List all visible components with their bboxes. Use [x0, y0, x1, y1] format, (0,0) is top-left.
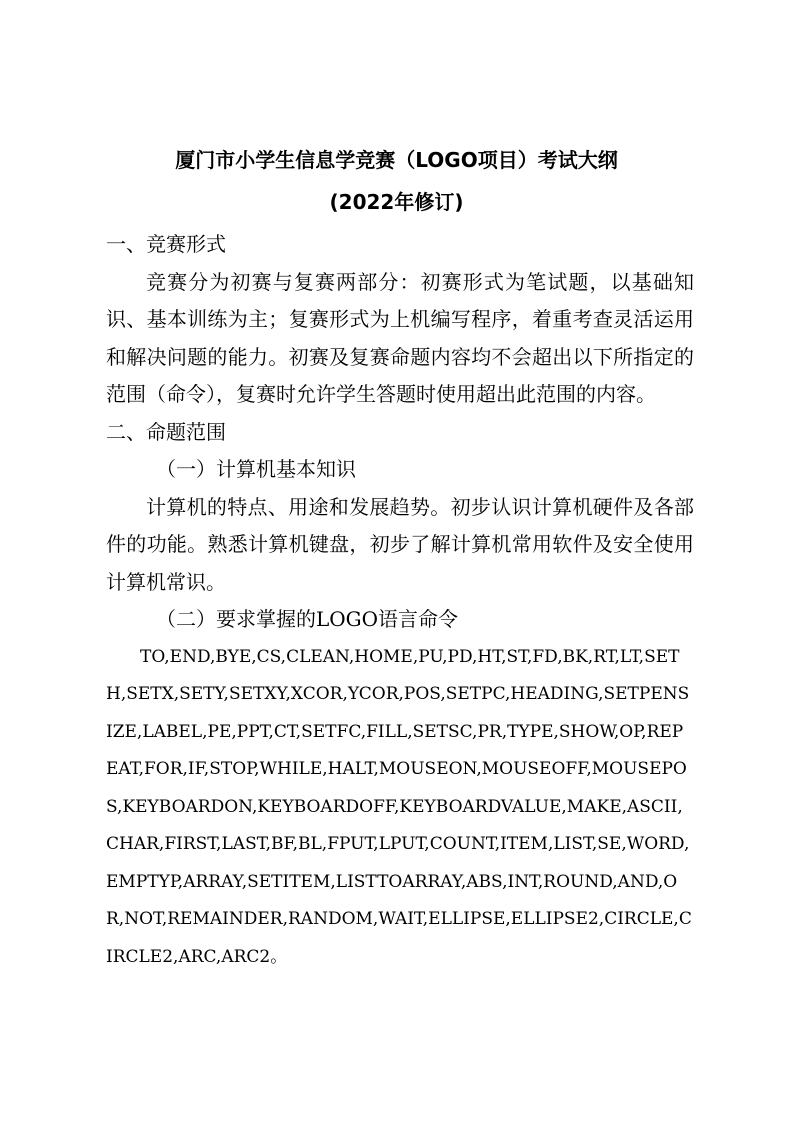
- section-heading-2: 二、命题范围: [106, 419, 226, 444]
- logo-command-list: TO,END,BYE,CS,CLEAN,HOME,PU,PD,HT,ST,FD,BK,RT,LT,SETH,SETX,SETY,SETXY,XCOR,YCOR,POS,SETPC,HEADING,SETPENSIZE,LABEL,PE,PPT,CT,SETFC,FILL,SETSC,PR,TYPE,SHOW,OP,REPEAT,FOR,IF,STOP,WHILE,HALT,MOUSEON,MOUSEOFF,MOUSEPOS,KEYBOARDON,KEYBOARDOFF,KEYBOARDVALUE,MAKE,ASCII,CHAR,FIRST,LAST,BF,BL,FPUT,LPUT,COUNT,ITEM,LIST,SE,WORD,EMPTYP,ARRAY,SETITEM,LISTTOARRAY,ABS,INT,ROUND,AND,OR,NOT,REMAINDER,RANDOM,WAIT,ELLIPSE,ELLIPSE2,CIRCLE,CIRCLE2,ARC,ARC2。: [106, 646, 692, 967]
- subsection-heading-2: （二）要求掌握的LOGO语言命令: [156, 607, 459, 631]
- section-paragraph-1: 竞赛分为初赛与复赛两部分：初赛形式为笔试题，以基础知识、基本训练为主；复赛形式为上机编写程序，着重考查灵活运用和解决问题的能力。初赛及复赛命题内容均不会超出以下所指定的范围（命令），复赛时允许学生答题时使用超出此范围的内容。: [106, 269, 694, 406]
- document-subtitle: (2022年修订): [329, 190, 464, 214]
- section-heading-1: 一、竞赛形式: [106, 232, 226, 256]
- subsection-paragraph-1: 计算机的特点、用途和发展趋势。初步认识计算机硬件及各部件的功能。熟悉计算机键盘，初步了解计算机常用软件及安全使用计算机常识。: [106, 494, 694, 594]
- document-title: 厦门市小学生信息学竞赛（LOGO项目）考试大纲: [175, 148, 618, 172]
- subsection-heading-1: （一）计算机基本知识: [156, 457, 356, 481]
- document-body: [106, 226, 694, 976]
